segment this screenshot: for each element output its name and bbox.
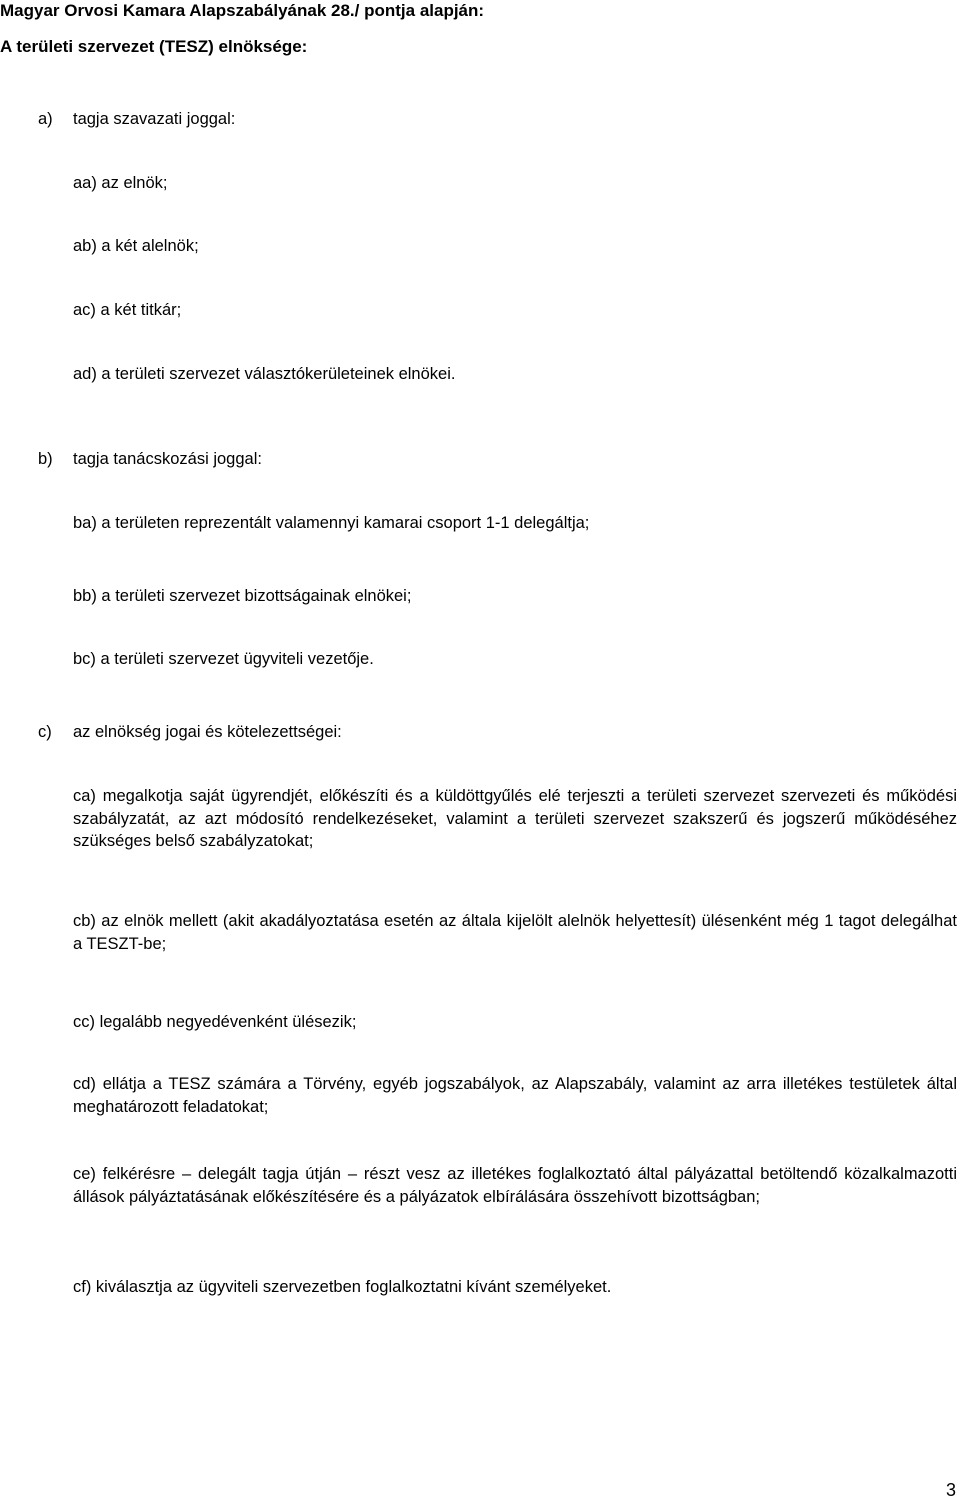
list-item-cd: cd) ellátja a TESZ számára a Törvény, egyéb jogszabályok, az Alapszabály, valamint az arra illetékes testületek által meghatározott feladatokat; [73, 1075, 957, 1116]
section-b-label: tagja tanácskozási joggal: [73, 450, 262, 468]
list-item-ce: ce) felkérésre – delegált tagja útján – részt vesz az illetékes foglalkoztató által pályázattal betöltendő közalkalmazotti állások pályáztatásának előkészítésére és a pályázatok elbírálására összehívott bizottságban; [73, 1165, 957, 1206]
list-item-cc: cc) legalább negyedévenként ülésezik; [73, 1013, 357, 1031]
document-subtitle: A területi szervezet (TESZ) elnöksége: [0, 37, 308, 56]
section-a-marker: a) [38, 110, 53, 128]
list-item-cb: cb) az elnök mellett (akit akadályoztatása esetén az általa kijelölt alelnök helyettesít) ülésenként még 1 tagot delegálhat a TESZT-be; [73, 912, 957, 953]
list-item-aa: aa) az elnök; [73, 174, 168, 192]
list-item-ad: ad) a területi szervezet választókerületeinek elnökei. [73, 365, 456, 383]
page-number: 3 [945, 1480, 956, 1500]
list-item-ac: ac) a két titkár; [73, 301, 182, 319]
list-item-bc: bc) a területi szervezet ügyviteli vezetője. [73, 650, 374, 668]
section-c-marker: c) [38, 723, 52, 741]
list-item-bb: bb) a területi szervezet bizottságainak elnökei; [73, 587, 412, 605]
list-item-ca: ca) megalkotja saját ügyrendjét, előkészíti és a küldöttgyűlés elé terjeszti a területi szervezet szervezeti és működési szabályzatát, az azt módosító rendelkezéseket, valamint a területi szervezet szakszerű és jogszerű működéséhez szükséges belső szabályzatokat; [73, 787, 957, 850]
list-item-ab: ab) a két alelnök; [73, 237, 199, 255]
document-title: Magyar Orvosi Kamara Alapszabályának 28./ pontja alapján: [0, 1, 485, 20]
list-item-ba: ba) a területen reprezentált valamennyi kamarai csoport 1-1 delegáltja; [73, 514, 590, 532]
list-item-cf: cf) kiválasztja az ügyviteli szervezetben foglalkoztatni kívánt személyeket. [73, 1278, 612, 1296]
section-b-marker: b) [38, 450, 53, 468]
section-c-label: az elnökség jogai és kötelezettségei: [73, 723, 342, 741]
section-a-label: tagja szavazati joggal: [73, 110, 236, 128]
